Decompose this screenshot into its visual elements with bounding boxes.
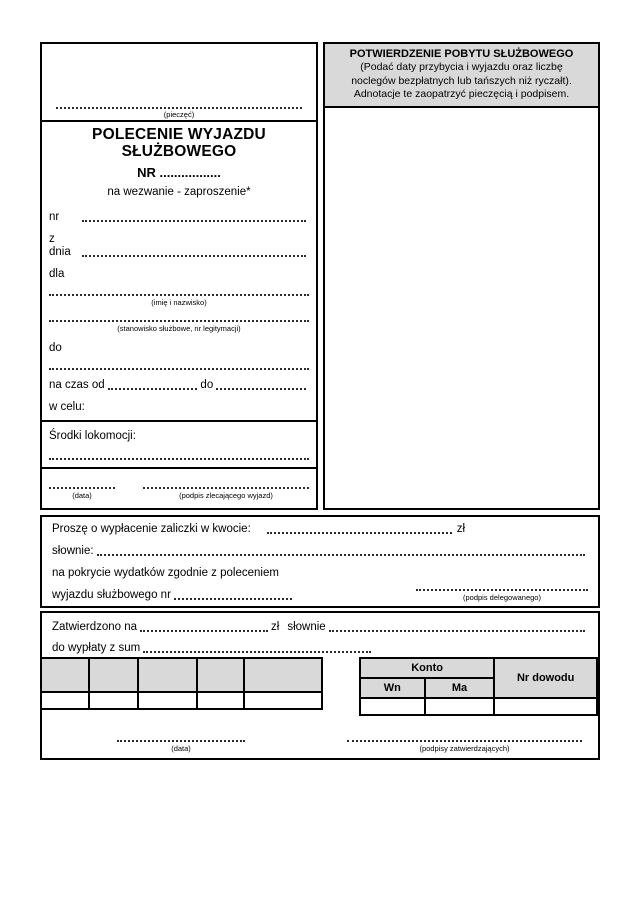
amount-breakdown-header-row [41, 658, 322, 692]
approval-signature-row [42, 740, 598, 753]
approval-amount-row [42, 613, 598, 634]
account-ma-value-cell [425, 698, 495, 715]
approval-currency-label: zł [271, 621, 280, 633]
account-nr-dowodu-header: Nr dowodu [494, 658, 597, 698]
stay-confirmation-blank-area [325, 108, 598, 509]
stay-confirmation-line-3: Adnotacje te zaopatrzyć pieczęcią i podpisem. [353, 88, 570, 100]
stay-confirmation-header [325, 44, 598, 108]
stay-confirmation-line-1: (Podać daty przybycia i wyjazdu oraz liczbę [360, 61, 563, 73]
accounting-tables [42, 657, 598, 716]
order-signature-divider-line [42, 467, 316, 469]
stamp-caption: (pieczęć) [163, 110, 195, 119]
field-row-nr [49, 211, 309, 224]
approval-date-block [117, 740, 245, 753]
field-nr-fill-line [82, 220, 306, 222]
position-fill-line [49, 320, 309, 322]
order-signature-row [42, 487, 316, 508]
advance-in-words-label: słownie: [52, 545, 94, 557]
amount-value-cell-3 [138, 692, 198, 709]
amount-value-cell-5 [244, 692, 322, 709]
amount-header-cell-3 [138, 658, 198, 692]
amount-header-cell-5 [244, 658, 322, 692]
amount-value-cell-4 [197, 692, 244, 709]
advance-currency-label: zł [456, 523, 466, 535]
amount-header-cell-2 [89, 658, 138, 692]
approved-amount-fill-line [140, 630, 268, 632]
approvers-signatures-block [347, 740, 582, 753]
account-table-value-row [360, 698, 597, 715]
date-to-fill-line [216, 388, 306, 390]
advance-purpose-row-2 [52, 589, 588, 602]
account-wn-value-cell [360, 698, 425, 715]
stay-confirmation-line-2: noclegów bezpłatnych lub tańszych niż ryczałt). [351, 74, 572, 87]
field-do-label: do [49, 342, 62, 354]
advance-amount-row [52, 523, 588, 536]
field-row-dla [49, 268, 309, 281]
field-w-celu-label: w celu: [49, 401, 85, 413]
amount-header-cell-1 [41, 658, 89, 692]
approval-date-caption: (data) [171, 744, 191, 753]
field-dla-label: dla [49, 268, 65, 280]
form-title: POLECENIE WYJAZDU SŁUŻBOWEGO [92, 126, 266, 160]
approval-payout-row [42, 634, 598, 655]
ordering-signature-block [143, 487, 309, 500]
field-do2-label: do [200, 379, 214, 391]
order-fields [42, 202, 316, 414]
stay-confirmation-title: POTWIERDZENIE POBYTU SŁUŻBOWEGO [349, 48, 574, 60]
form-number-line: NR ................. [137, 165, 221, 180]
field-row-w-celu [49, 401, 309, 414]
order-date-caption: (data) [72, 491, 92, 500]
field-na-czas-od-label: na czas od [49, 379, 105, 391]
account-wn-header: Wn [360, 678, 425, 698]
top-columns [40, 42, 600, 510]
travel-order-section [40, 42, 318, 510]
destination-fill-line [49, 368, 309, 370]
approval-in-words-fill-line [329, 630, 585, 632]
field-row-z-dnia [49, 233, 309, 259]
field-z-dnia-fill-line [82, 255, 306, 257]
delegate-signature-block [416, 589, 588, 602]
transport-fill-line [49, 458, 309, 460]
approved-label: Zatwierdzono na [52, 621, 138, 633]
date-from-fill-line [108, 388, 198, 390]
advance-request-label: Proszę o wypłacenie zaliczki w kwocie: [52, 523, 251, 535]
advance-purpose-line-1: na pokrycie wydatków zgodnie z poleceniem [52, 567, 279, 579]
delegate-signature-caption: (podpis delegowanego) [463, 593, 541, 602]
advance-in-words-fill-line [97, 554, 585, 556]
advance-purpose-row-1 [52, 567, 588, 580]
name-caption: (imię i nazwisko) [151, 298, 207, 307]
ordering-signature-caption: (podpis zlecającego wyjazd) [179, 491, 273, 500]
amount-breakdown-table [40, 657, 323, 710]
amount-breakdown-value-row [41, 692, 322, 709]
amount-value-cell-2 [89, 692, 138, 709]
approval-in-words-label: słownie [287, 621, 326, 633]
form-subtitle: na wezwanie - zaproszenie* [107, 186, 251, 198]
advance-order-number-fill-line [174, 598, 292, 600]
ordering-signature-fill-line [143, 487, 309, 489]
account-konto-header: Konto [360, 658, 494, 678]
stay-confirmation-section [323, 42, 600, 510]
position-caption: (stanowisko służbowe, nr legitymacji) [117, 324, 241, 333]
advance-in-words-row [52, 545, 588, 558]
amount-header-cell-4 [197, 658, 244, 692]
account-nr-dowodu-value-cell [494, 698, 597, 715]
order-date-block [49, 487, 115, 500]
field-nr-label: nr [49, 211, 60, 223]
transport-label: Środki lokomocji: [49, 430, 136, 442]
order-header [42, 122, 316, 199]
account-table-header-row-1 [360, 658, 597, 678]
stamp-area [42, 44, 316, 122]
stamp-dotted-line [56, 107, 302, 109]
payout-label: do wypłaty z sum [52, 642, 141, 654]
approvers-signatures-fill-line [347, 740, 582, 742]
field-z-dnia-label: z dnia [49, 233, 71, 258]
form-container [40, 42, 600, 760]
delegate-signature-fill-line [416, 589, 588, 591]
advance-request-section [40, 515, 600, 608]
advance-purpose-line-2: wyjazdu służbowego nr [52, 589, 171, 601]
name-fill-line [49, 294, 309, 296]
account-table [359, 657, 598, 716]
approval-section [40, 611, 600, 760]
advance-amount-fill-line [267, 532, 452, 534]
order-date-fill-line [49, 487, 115, 489]
approval-date-fill-line [117, 740, 245, 742]
payout-fill-line [143, 651, 371, 653]
field-row-na-czas [49, 379, 309, 392]
approvers-signatures-caption: (podpisy zatwierdzających) [419, 744, 510, 753]
account-ma-header: Ma [425, 678, 495, 698]
amount-value-cell-1 [41, 692, 89, 709]
field-row-do [49, 342, 309, 355]
